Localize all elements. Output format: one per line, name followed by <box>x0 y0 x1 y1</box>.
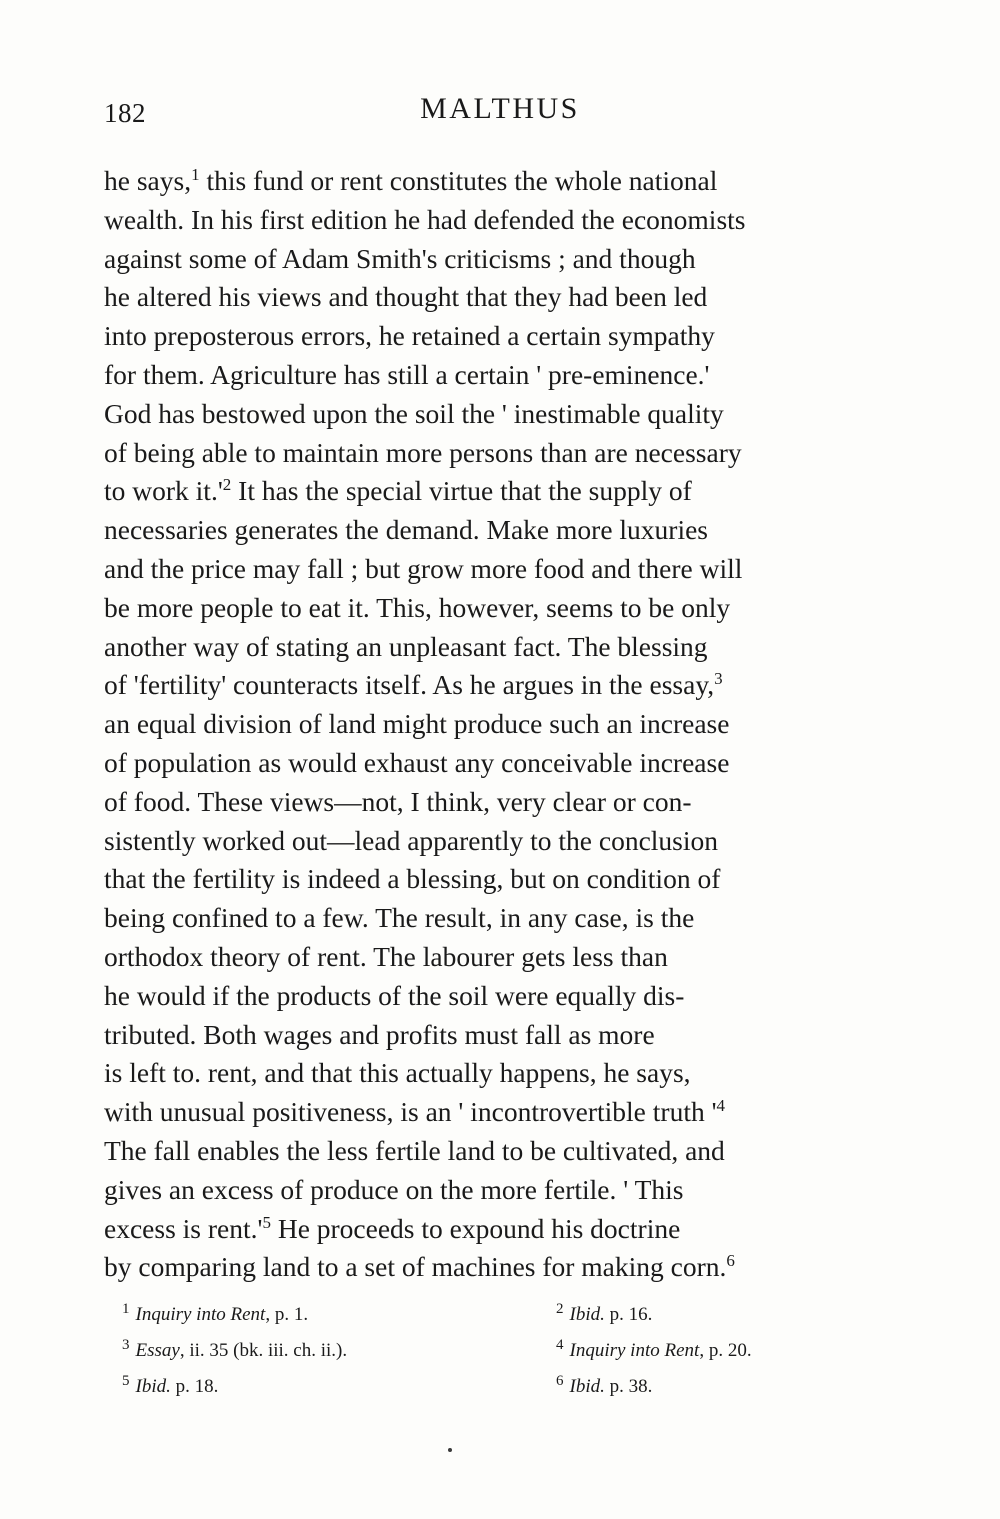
body-line: an equal division of land might produce such an increase <box>104 708 730 740</box>
body-line: is left to. rent, and that this actually happens, he says, <box>104 1057 691 1089</box>
body-line: necessaries generates the demand. Make more luxuries <box>104 514 708 546</box>
body-line: of 'fertility' counteracts itself. As he argues in the essay,$^3$ <box>104 669 723 701</box>
footnote-entry <box>122 1336 542 1366</box>
footnote-marker: 5 <box>262 1212 271 1232</box>
footnote-source-title: Ibid. <box>569 1304 605 1325</box>
footnote-marker: 4 <box>716 1095 726 1115</box>
footnote-number: 1 <box>122 1300 130 1317</box>
footnote-source-title: Inquiry into Rent <box>569 1340 700 1361</box>
page-number: 182 <box>104 98 146 128</box>
body-line: of being able to maintain more persons than are necessary <box>104 436 742 468</box>
body-line: he would if the products of the soil were equally dis- <box>104 979 685 1011</box>
body-line: by comparing land to a set of machines for making corn.$^6$ <box>104 1251 735 1283</box>
footnote-locator: p. 38. <box>604 1376 653 1397</box>
body-line: of population as would exhaust any conceivable increase <box>104 746 730 778</box>
footnote-entry <box>122 1300 542 1330</box>
footnote-marker: 2 <box>222 475 232 495</box>
body-line: God has bestowed upon the soil the ' inestimable quality <box>104 397 724 429</box>
footnote-source-title: Ibid. <box>569 1376 605 1397</box>
footnote-entry <box>122 1372 542 1402</box>
footnote-source-title: Ibid. <box>135 1376 171 1397</box>
body-line: gives an excess of produce on the more fertile. ' This <box>104 1173 684 1205</box>
footnote-marker: 3 <box>714 669 723 689</box>
footnote-entry <box>556 1300 896 1330</box>
footnote-number: 2 <box>556 1300 564 1317</box>
body-line: be more people to eat it. This, however, seems to be only <box>104 591 731 623</box>
body-line: orthodox theory of rent. The labourer gets less than <box>104 940 668 972</box>
body-line: against some of Adam Smith's criticisms ; and though <box>104 242 696 274</box>
body-line: excess is $rent.'^5$ He proceeds to expound his doctrine <box>104 1212 681 1244</box>
footnote-entry <box>556 1336 896 1366</box>
body-line: tributed. Both wages and profits must fall as more <box>104 1018 655 1050</box>
footnote-marker: 1 <box>191 164 200 184</box>
body-line: another way of stating an unpleasant fact. The blessing <box>104 630 708 662</box>
body-line: of food. These views—not, I think, very clear or con- <box>104 785 692 817</box>
body-line: The fall enables the less fertile land to be cultivated, and <box>104 1134 725 1166</box>
footnote-locator: , p. 20. <box>699 1340 752 1361</box>
body-text <box>104 162 896 1287</box>
footnote-locator: , p. 1. <box>265 1304 309 1325</box>
footnote-column-left <box>122 1300 542 1408</box>
footnote-source-title: Essay <box>135 1340 180 1361</box>
footnote-entry <box>556 1372 896 1402</box>
footnote-number: 5 <box>122 1372 130 1389</box>
body-line: and the price may fall ; but grow more food and there will <box>104 552 743 584</box>
footnote-source-title: Inquiry into Rent <box>135 1304 266 1325</box>
footnote-marker: 6 <box>726 1251 735 1271</box>
body-line: with unusual positiveness, is an ' incontrovertible truth '$^4$ <box>104 1095 726 1128</box>
footnote-locator: p. 16. <box>604 1304 653 1325</box>
footnote-locator: , ii. 35 (bk. iii. ch. ii.). <box>179 1340 348 1361</box>
body-line: into preposterous errors, he retained a certain sympathy <box>104 320 715 352</box>
footnote-number: 6 <box>556 1372 564 1389</box>
page-header <box>104 92 896 136</box>
body-line: he says,$^1$ this fund or rent constitutes the whole national <box>104 164 718 196</box>
body-line: wealth. In his first edition he had defended the economists <box>104 203 746 235</box>
body-line: being confined to a few. The result, in any case, is the <box>104 902 695 934</box>
body-line: sistently worked out—lead apparently to the conclusion <box>104 824 719 856</box>
page-footer-dot <box>448 1448 452 1452</box>
running-head: MALTHUS <box>420 92 580 125</box>
body-line: for them. Agriculture has still a certain ' pre-eminence.' <box>104 358 710 390</box>
footnote-column-right <box>556 1300 896 1408</box>
footnote-locator: p. 18. <box>170 1376 219 1397</box>
footnote-number: 3 <box>122 1336 130 1353</box>
body-line: to work $it.'^2$ It has the special virtue that the supply of <box>104 475 692 507</box>
footnote-number: 4 <box>556 1336 564 1353</box>
body-line: he altered his views and thought that they had been led <box>104 281 708 313</box>
body-line: that the fertility is indeed a blessing, but on condition of <box>104 863 721 895</box>
